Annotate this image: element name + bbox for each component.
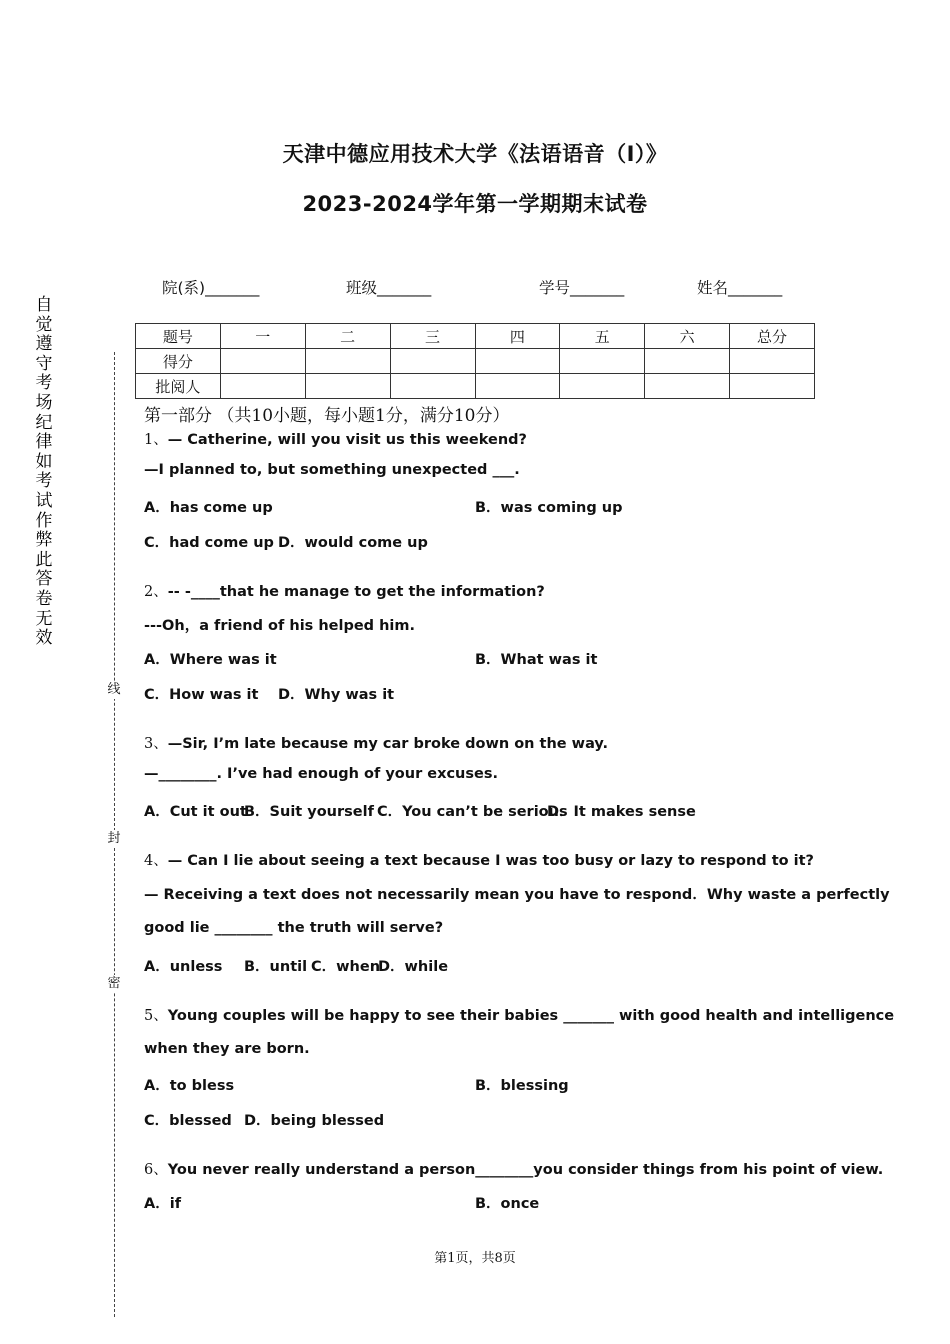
side-warning-char: 卷 [35, 588, 53, 609]
option[interactable]: A．to bless [144, 1078, 235, 1094]
score-header-cell: 四 [475, 324, 560, 349]
reviewer-cell[interactable] [390, 374, 475, 399]
question-2-stem [144, 580, 545, 601]
page-number: 第1页，共8页 [434, 1251, 516, 1266]
option[interactable]: B．What was it [475, 652, 598, 668]
question-number: 2、 [144, 584, 168, 600]
reviewer-cell[interactable] [560, 374, 645, 399]
question-text: — Catherine, will you visit us this weekend? [167, 432, 527, 448]
side-warning-char: 此 [35, 549, 53, 570]
question-number: 1、 [144, 432, 168, 448]
option[interactable]: D．while [378, 959, 449, 975]
question-text: ---Oh，a friend of his helped him. [144, 618, 416, 634]
score-header-cell: 三 [390, 324, 475, 349]
score-table-score-row [136, 349, 815, 374]
score-table [135, 323, 815, 399]
side-warning-char: 弊 [35, 530, 53, 551]
binding-mark-seal: 封 [107, 831, 121, 846]
reviewer-cell[interactable] [220, 374, 305, 399]
option[interactable]: C．blessed [144, 1113, 232, 1129]
score-header-cell: 题号 [136, 324, 221, 349]
side-warning-char: 答 [35, 569, 53, 590]
side-warning-char: 考 [35, 471, 53, 492]
question-number: 3、 [144, 736, 168, 752]
option[interactable]: A．unless [144, 959, 223, 975]
question-text: when they are born. [144, 1041, 310, 1057]
side-warning-char: 纪 [35, 412, 53, 433]
exam-subtitle: 2023-2024学年第一学期期末试卷 [302, 192, 648, 216]
side-warning-char: 考 [35, 373, 53, 394]
option[interactable]: B．blessing [475, 1078, 569, 1094]
question-text: —Sir, I’m late because my car broke down on the way. [167, 736, 609, 752]
question-number: 4、 [144, 853, 168, 869]
question-text: —________. I’ve had enough of your excuses. [144, 766, 498, 782]
question-3-stem [144, 732, 608, 753]
question-4-stem [144, 849, 814, 870]
score-cell[interactable] [220, 349, 305, 374]
question-text: You never really understand a person________you consider things from his point of view. [167, 1162, 884, 1178]
side-warning-char: 作 [35, 510, 53, 531]
option[interactable]: D．It makes sense [547, 804, 696, 820]
reviewer-cell[interactable] [645, 374, 730, 399]
option[interactable]: C．had come up [144, 535, 274, 551]
reviewer-cell[interactable] [730, 374, 815, 399]
exam-title: 天津中德应用技术大学《法语语音（I）》 [282, 142, 668, 166]
section-title: 第一部分 （共10小题，每小题1分，满分10分） [144, 406, 510, 426]
question-5-stem [144, 1004, 894, 1025]
option[interactable]: A．has come up [144, 500, 273, 516]
score-table-header-row [136, 324, 815, 349]
question-text: —I planned to, but something unexpected ___. [144, 462, 520, 478]
score-header-cell: 二 [305, 324, 390, 349]
side-warning-char: 律 [35, 432, 53, 453]
side-warning-char: 遵 [35, 334, 53, 355]
score-table-reviewer-row [136, 374, 815, 399]
department-field: 院(系)_______ [162, 279, 260, 297]
option[interactable]: B．Suit yourself [244, 804, 374, 820]
side-warning-char: 觉 [35, 314, 53, 335]
option[interactable]: A．Cut it out [144, 804, 247, 820]
reviewer-cell[interactable] [305, 374, 390, 399]
option[interactable]: B．was coming up [475, 500, 623, 516]
option[interactable]: B．once [475, 1196, 540, 1212]
side-warning-char: 场 [35, 392, 53, 413]
option[interactable]: D．being blessed [244, 1113, 385, 1129]
option[interactable]: D．Why was it [278, 687, 395, 703]
side-warning [33, 296, 55, 649]
option[interactable]: A．if [144, 1196, 182, 1212]
score-cell[interactable] [390, 349, 475, 374]
option[interactable]: C．How was it [144, 687, 259, 703]
side-warning-char: 如 [35, 451, 53, 472]
question-text: -- -____that he manage to get the information? [167, 584, 545, 600]
score-cell[interactable] [475, 349, 560, 374]
score-cell[interactable] [645, 349, 730, 374]
score-header-cell: 五 [560, 324, 645, 349]
question-number: 6、 [144, 1162, 168, 1178]
question-text: — Receiving a text does not necessarily mean you have to respond．Why waste a perfectly [144, 887, 890, 903]
reviewer-cell[interactable] [475, 374, 560, 399]
side-warning-char: 效 [35, 628, 53, 649]
side-warning-char: 试 [35, 490, 53, 511]
score-cell[interactable] [560, 349, 645, 374]
score-cell[interactable] [305, 349, 390, 374]
question-number: 5、 [144, 1008, 168, 1024]
side-warning-char: 守 [35, 353, 53, 374]
score-header-cell: 六 [645, 324, 730, 349]
option[interactable]: C．You can’t be serious [377, 804, 568, 820]
binding-mark-line: 线 [107, 682, 121, 697]
reviewer-row-label: 批阅人 [136, 374, 221, 399]
score-cell[interactable] [730, 349, 815, 374]
question-text: Young couples will be happy to see their babies _______ with good health and intelligence [167, 1008, 895, 1024]
student-id-field: 学号_______ [539, 279, 625, 297]
option[interactable]: A．Where was it [144, 652, 277, 668]
question-6-stem [144, 1158, 883, 1179]
question-1-stem [144, 428, 527, 449]
score-header-cell: 一 [220, 324, 305, 349]
option[interactable]: D．would come up [278, 535, 428, 551]
score-row-label: 得分 [136, 349, 221, 374]
option[interactable]: C．when [311, 959, 381, 975]
binding-mark-secret: 密 [107, 976, 121, 991]
name-field: 姓名_______ [697, 279, 783, 297]
question-text: good lie ________ the truth will serve? [144, 920, 444, 936]
question-text: — Can I lie about seeing a text because I was too busy or lazy to respond to it? [167, 853, 814, 869]
score-header-cell: 总分 [730, 324, 815, 349]
side-warning-char: 自 [35, 295, 53, 315]
side-warning-char: 无 [35, 608, 53, 629]
option[interactable]: B．until [244, 959, 308, 975]
class-field: 班级_______ [346, 279, 432, 297]
